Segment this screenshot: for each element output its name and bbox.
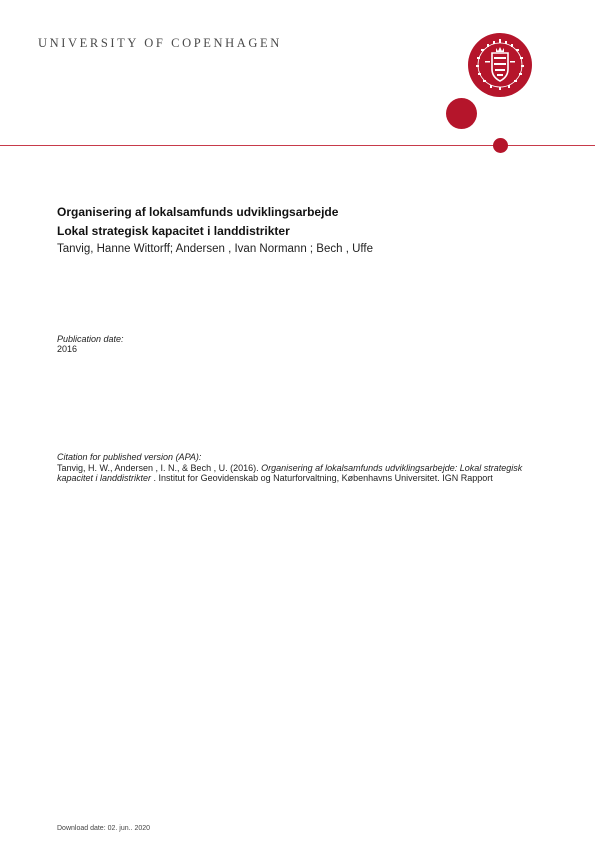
university-seal-icon — [468, 33, 532, 97]
decorative-dot-small — [493, 138, 508, 153]
publication-date-value: 2016 — [57, 344, 78, 354]
document-title: Organisering af lokalsamfunds udviklingsarbejde — [57, 205, 339, 219]
citation-prefix: Tanvig, H. W., Andersen , I. N., & Bech , U. (2016). — [57, 463, 262, 473]
download-date: Download date: 02. jun.. 2020 — [57, 825, 151, 832]
publication-date-label: Publication date: — [57, 334, 124, 344]
citation-suffix: . Institut for Geovidenskab og Naturforvaltning, Københavns Universitet. IGN Rapport — [151, 473, 493, 483]
citation-text — [57, 463, 557, 483]
document-subtitle: Lokal strategisk kapacitet i landdistrikter — [57, 224, 290, 238]
citation-title: Organisering af lokalsamfunds udviklingsarbejde: Lokal strategisk kapacitet i landdistrikter — [57, 463, 523, 483]
document-authors: Tanvig, Hanne Wittorff; Andersen , Ivan Normann ; Bech , Uffe — [57, 243, 373, 255]
university-name: UNIVERSITY OF COPENHAGEN — [38, 36, 282, 50]
citation-label: Citation for published version (APA): — [57, 452, 202, 462]
decorative-dot-large — [446, 98, 477, 129]
